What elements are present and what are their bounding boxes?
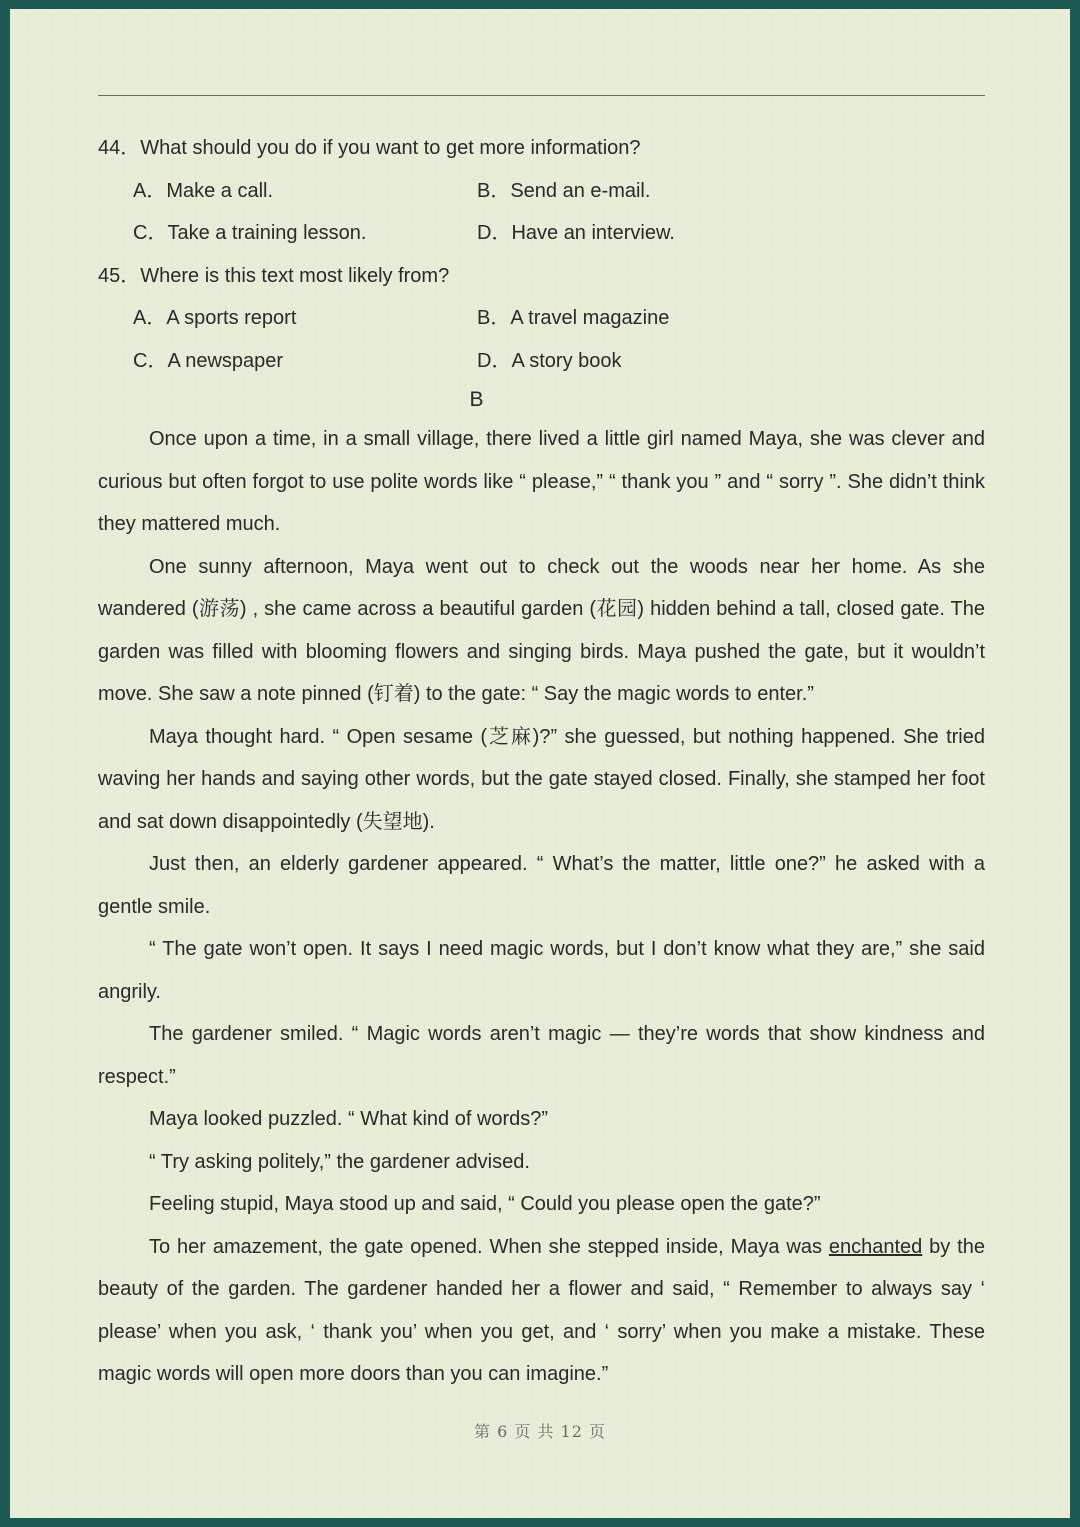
header-rule	[98, 95, 985, 96]
question-stem: 44．What should you do if you want to get more information?	[98, 137, 641, 159]
options-row	[98, 212, 985, 255]
passage-paragraph: Once upon a time, in a small village, there lived a little girl named Maya, she was clever and curious but often forgot to use polite words like “ please,” “ thank you ” and “ sorry ”. She didn’t think they mattered much.	[98, 428, 985, 535]
option-d[interactable]: D．A story book	[477, 349, 622, 372]
passage-paragraph: “ Try asking politely,” the gardener advised.	[149, 1150, 530, 1173]
passage-paragraph: The gardener smiled. “ Magic words aren’t magic — they’re words that show kindness and respect.”	[98, 1023, 985, 1088]
option-a[interactable]: A．Make a call.	[133, 179, 274, 202]
option-d[interactable]: D．Have an interview.	[477, 222, 675, 244]
passage-paragraph: “ The gate won’t open. It says I need magic words, but I don’t know what they are,” she said angrily.	[98, 938, 985, 1003]
paragraph-text: To her amazement, the gate opened. When she stepped inside, Maya was	[149, 1235, 829, 1258]
passage-paragraph: Maya looked puzzled. “ What kind of words?”	[149, 1108, 549, 1130]
page-content	[98, 127, 985, 1396]
options-row	[98, 170, 985, 213]
option-c[interactable]: C．Take a training lesson.	[133, 222, 367, 244]
passage-paragraph: Just then, an elderly gardener appeared. “ What’s the matter, little one?” he asked with a gentle smile.	[98, 853, 985, 918]
options-row	[98, 340, 985, 383]
option-c[interactable]: C．A newspaper	[133, 349, 284, 372]
page-number: 第 6 页 共 12 页	[474, 1422, 606, 1441]
underlined-word: enchanted	[828, 1235, 923, 1258]
reading-passage	[98, 418, 985, 1396]
paragraph-text: by the beauty of the garden. The gardener handed her a flower and said, “ Remember to always say ‘ please’ when you ask, ‘ thank you’ when you get, and ‘ sorry’ when you make a mistake. These magic words will open more doors than you can imagine.”	[98, 1235, 985, 1385]
options-row	[98, 297, 985, 340]
question-44	[98, 127, 985, 255]
exam-page	[10, 9, 1070, 1518]
passage-paragraph	[98, 1226, 985, 1396]
option-b[interactable]: B．A travel magazine	[477, 307, 670, 329]
option-b[interactable]: B．Send an e-mail.	[477, 179, 651, 202]
passage-paragraph: Maya thought hard. “ Open sesame (芝麻)?” she guessed, but nothing happened. She tried waving her hands and saying other words, but the gate stayed closed. Finally, she stamped her foot and sat down disappointedly (失望地).	[98, 725, 985, 833]
option-a[interactable]: A．A sports report	[133, 307, 297, 329]
passage-paragraph: One sunny afternoon, Maya went out to check out the woods near her home. As she wandered (游荡) , she came across a beautiful garden (花园) hidden behind a tall, closed gate. The garden was filled with blooming flowers and singing birds. Maya pushed the gate, but it wouldn’t move. She saw a note pinned (钉着) to the gate: “ Say the magic words to enter.”	[98, 555, 985, 705]
question-stem: 45．Where is this text most likely from?	[98, 264, 450, 287]
question-45	[98, 255, 985, 383]
passage-paragraph: Feeling stupid, Maya stood up and said, “ Could you please open the gate?”	[149, 1193, 821, 1215]
section-label: B	[469, 388, 484, 411]
